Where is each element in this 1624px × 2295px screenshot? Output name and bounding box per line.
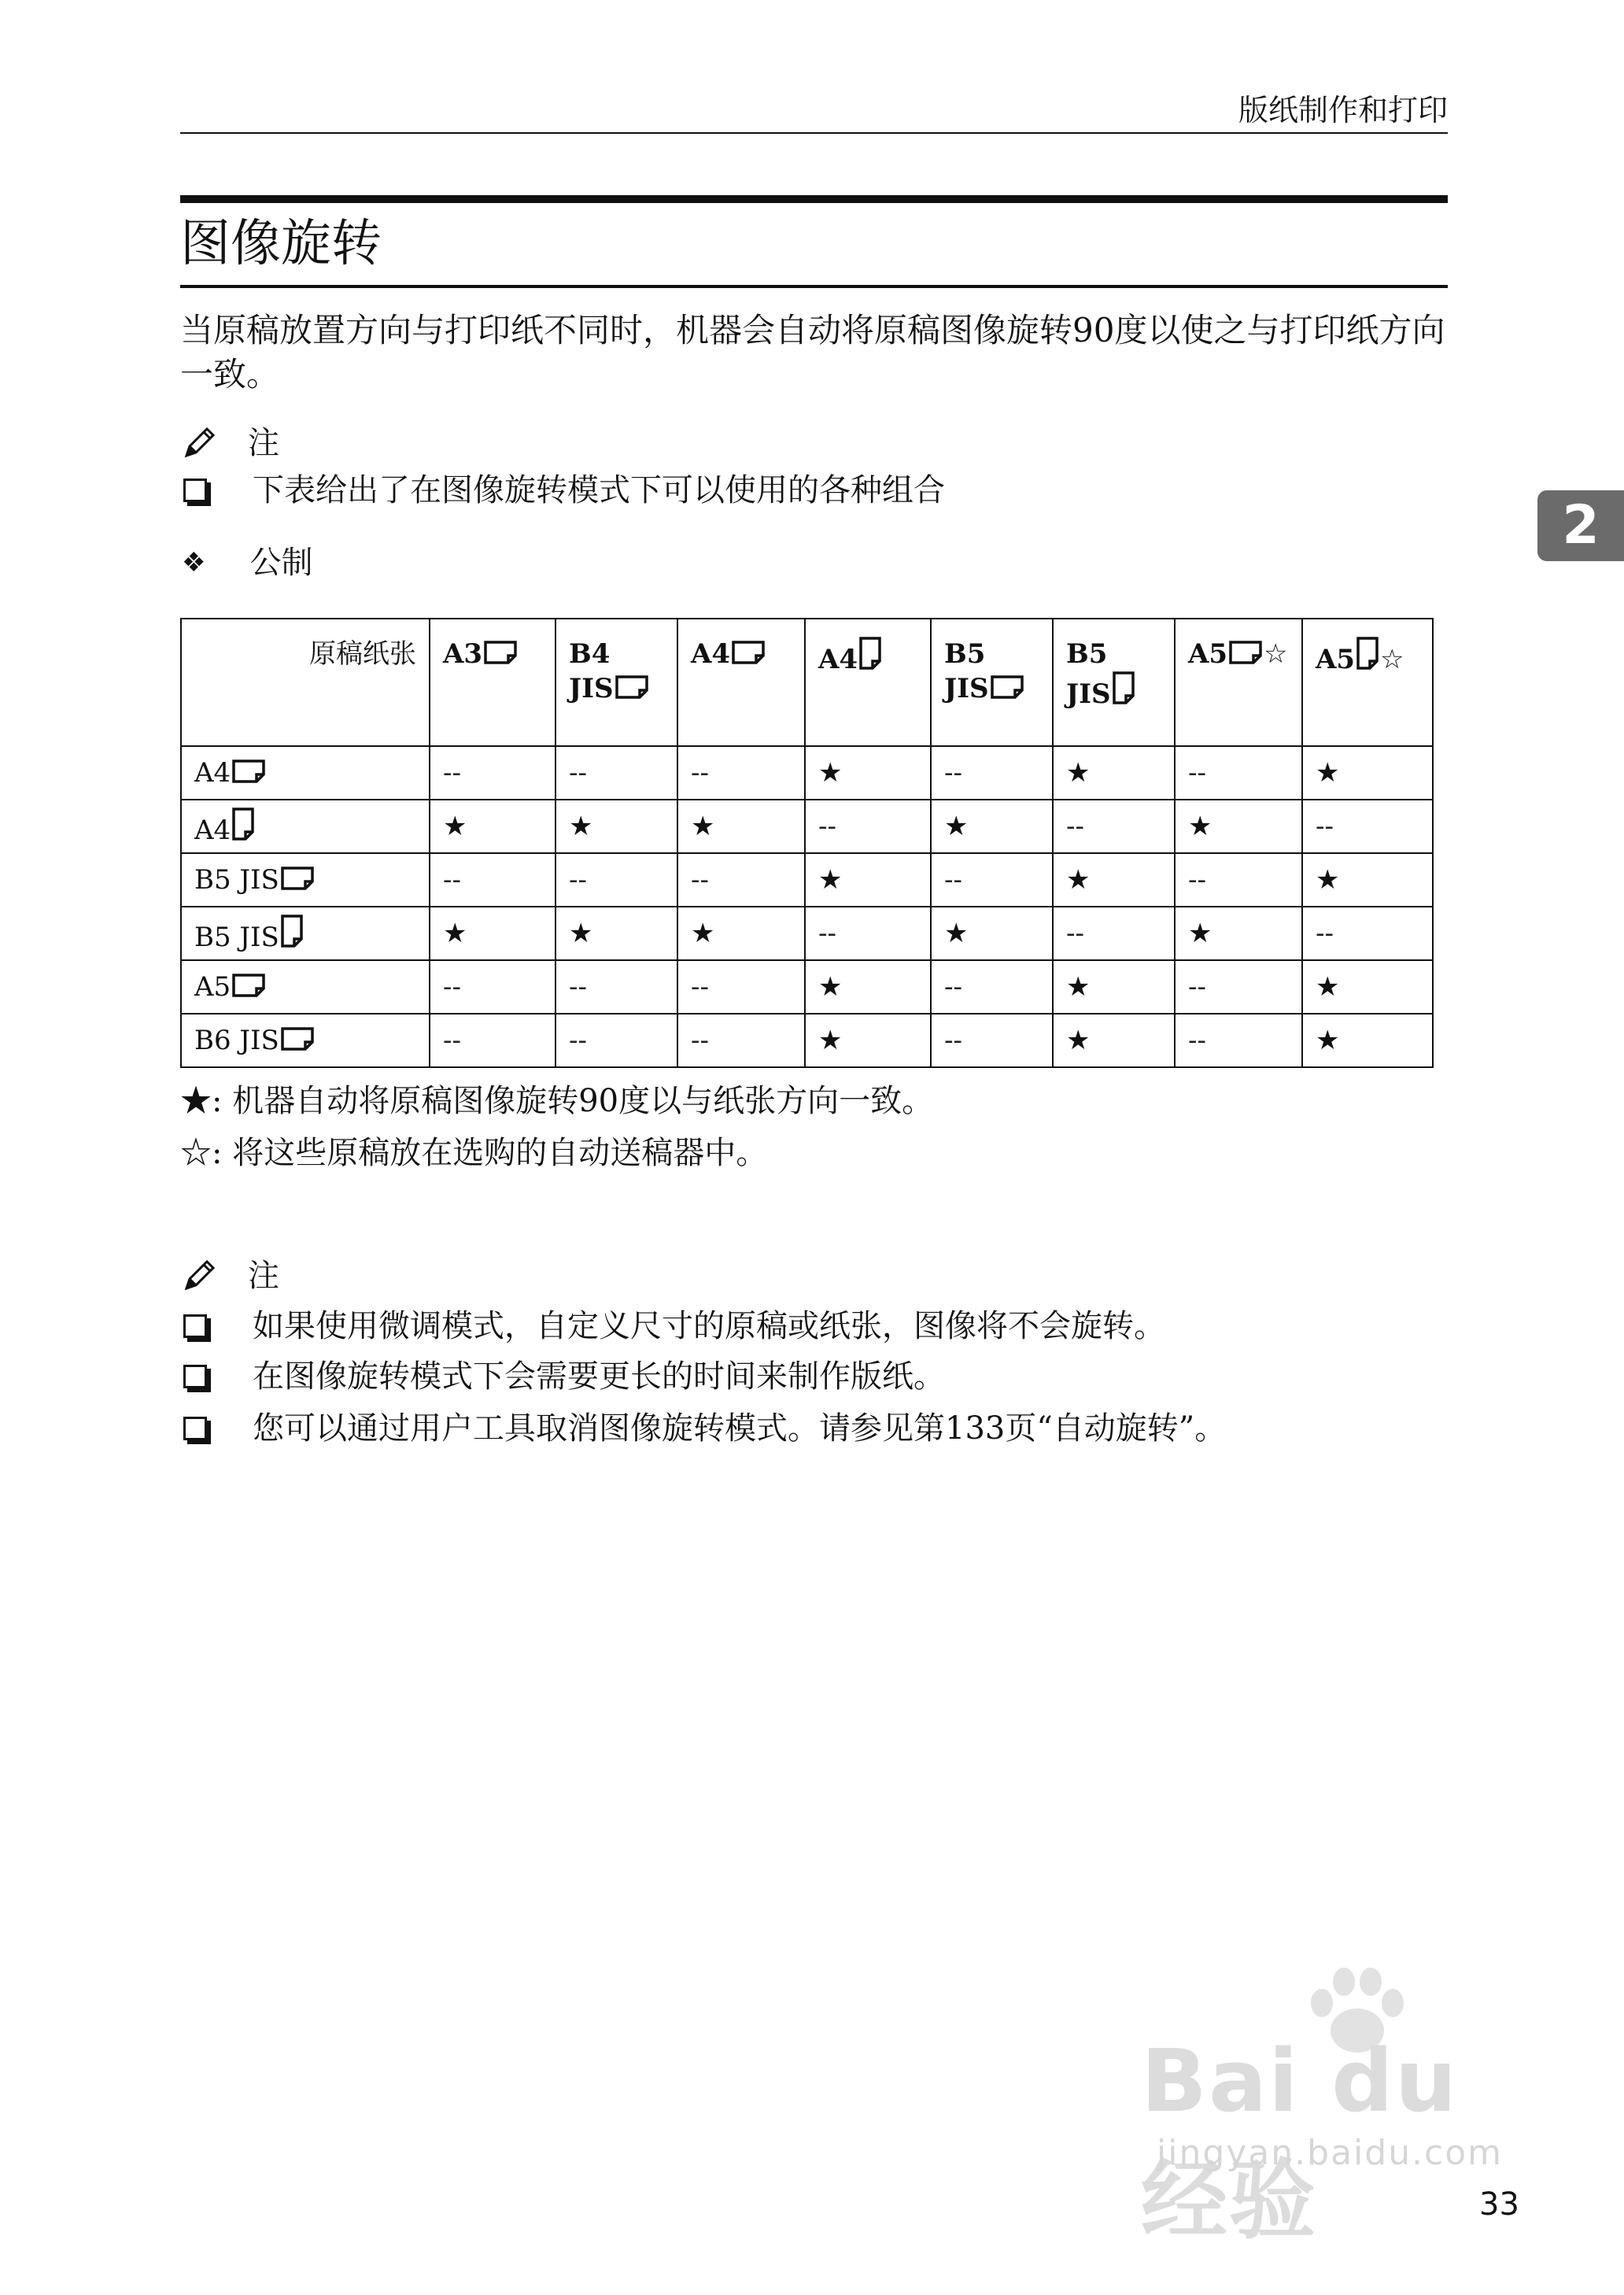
column-header-label: B5 — [1066, 638, 1108, 670]
column-header-label: A4 — [818, 644, 858, 675]
table-cell: -- — [677, 960, 805, 1014]
table-cell: -- — [555, 853, 677, 907]
column-header-label: B4 — [569, 638, 611, 670]
note-heading-2 — [180, 1256, 279, 1295]
diamond-bullet-icon: ❖ — [182, 547, 206, 578]
landscape-paper-icon — [615, 675, 650, 700]
column-header-label: A3 — [443, 638, 483, 670]
note2-item — [180, 1409, 1226, 1448]
column-header-label: B5 — [944, 638, 986, 670]
landscape-paper-icon — [281, 867, 316, 892]
table-cell: ★ — [1302, 746, 1433, 800]
table-cell: ★ — [931, 800, 1053, 853]
row-header-label: B6 JIS — [194, 1025, 279, 1056]
rotation-table — [180, 618, 1434, 1068]
table-cell: ★ — [805, 853, 931, 907]
table-cell: -- — [931, 853, 1053, 907]
note2-item-text: 在图像旋转模式下会需要更长的时间来制作版纸。 — [253, 1358, 945, 1395]
table-cell: -- — [1302, 800, 1433, 853]
table-cell: ★ — [1175, 907, 1302, 960]
column-header — [1302, 619, 1433, 746]
table-cell: ★ — [1302, 1014, 1433, 1067]
landscape-paper-icon — [484, 641, 519, 666]
table-cell: ★ — [430, 907, 555, 960]
note2-item — [180, 1357, 945, 1396]
row-header-label: A4 — [194, 757, 231, 789]
chapter-tab: 2 — [1537, 490, 1624, 561]
corner-header: 原稿纸张 — [181, 619, 430, 746]
title-rule-top — [180, 195, 1448, 203]
column-header-label: A5 — [1316, 644, 1356, 675]
table-row — [181, 960, 1433, 1014]
column-header-label: JIS — [1066, 678, 1111, 710]
table-cell: ★ — [1053, 853, 1175, 907]
note1-item-text: 下表给出了在图像旋转模式下可以使用的各种组合 — [253, 472, 945, 508]
legend-star: ★: 机器自动将原稿图像旋转90度以与纸张方向一致。 — [180, 1083, 934, 1119]
table-cell: -- — [677, 746, 805, 800]
table-row — [181, 800, 1433, 853]
table-cell: -- — [931, 1014, 1053, 1067]
row-header — [181, 800, 430, 853]
table-cell: -- — [555, 1014, 677, 1067]
column-header — [677, 619, 805, 746]
note2-item-text: 如果使用微调模式，自定义尺寸的原稿或纸张，图像将不会旋转。 — [253, 1308, 1165, 1344]
table-cell: -- — [1053, 907, 1175, 960]
table-row — [181, 746, 1433, 800]
table-cell: -- — [1053, 800, 1175, 853]
note2-item-text: 您可以通过用户工具取消图像旋转模式。请参见第133页“自动旋转”。 — [253, 1410, 1227, 1447]
hollow-star-icon: ☆ — [1380, 644, 1404, 675]
table-cell: -- — [805, 907, 931, 960]
column-header — [805, 619, 931, 746]
table-cell: -- — [430, 1014, 555, 1067]
intro-paragraph: 当原稿放置方向与打印纸不同时，机器会自动将原稿图像旋转90度以使之与打印纸方向一致。 — [180, 311, 1445, 394]
row-header — [181, 960, 430, 1014]
hollow-star-icon: ☆ — [1264, 638, 1288, 670]
table-row — [181, 907, 1433, 960]
legend-hollow-star: ☆: 将这些原稿放在选购的自动送稿器中。 — [180, 1135, 768, 1171]
watermark-url: jingyan.baidu.com — [1157, 2133, 1504, 2173]
table-cell: -- — [677, 1014, 805, 1067]
table-cell: ★ — [931, 907, 1053, 960]
table-cell: ★ — [1053, 746, 1175, 800]
subsection-label: 公制 — [249, 545, 313, 581]
table-cell: ★ — [430, 800, 555, 853]
note-heading-1 — [180, 423, 279, 463]
landscape-paper-icon — [1229, 641, 1264, 666]
portrait-paper-icon — [232, 808, 256, 842]
watermark-brand: Bai du 经验 — [1141, 2031, 1459, 2251]
row-header-label: A5 — [194, 971, 231, 1003]
portrait-paper-icon — [1113, 671, 1136, 706]
table-row — [181, 853, 1433, 907]
column-header — [1175, 619, 1302, 746]
table-cell: ★ — [805, 746, 931, 800]
column-header — [555, 619, 677, 746]
table-cell: -- — [555, 960, 677, 1014]
column-header-label: JIS — [569, 673, 614, 704]
column-header — [430, 619, 555, 746]
pencil-icon — [180, 1257, 218, 1295]
section-title: 图像旋转 — [180, 215, 382, 273]
table-cell: -- — [1175, 746, 1302, 800]
table-cell: ★ — [555, 800, 677, 853]
row-header — [181, 853, 430, 907]
pencil-icon — [180, 424, 218, 462]
landscape-paper-icon — [232, 759, 267, 785]
table-cell: -- — [1175, 853, 1302, 907]
checkbox-bullet-icon — [183, 1365, 207, 1388]
subsection-heading — [180, 543, 312, 582]
column-header — [1053, 619, 1175, 746]
table-cell: ★ — [677, 907, 805, 960]
checkbox-bullet-icon — [183, 479, 207, 502]
column-header-label: A4 — [691, 638, 731, 670]
column-header-label: A5 — [1188, 638, 1228, 670]
table-cell: -- — [1175, 960, 1302, 1014]
note1-item — [180, 471, 945, 510]
portrait-paper-icon — [1356, 637, 1380, 671]
table-cell: ★ — [1302, 960, 1433, 1014]
table-cell: -- — [931, 960, 1053, 1014]
note2-item — [180, 1306, 1165, 1346]
header-rule — [180, 132, 1448, 134]
table-header-row — [181, 619, 1433, 746]
checkbox-bullet-icon — [183, 1314, 207, 1338]
row-header-label: B5 JIS — [194, 864, 279, 896]
row-header-label: A4 — [194, 814, 231, 846]
table-cell: ★ — [555, 907, 677, 960]
table-cell: -- — [931, 746, 1053, 800]
note-heading-label: 注 — [248, 1258, 279, 1294]
table-cell: ★ — [805, 960, 931, 1014]
table-cell: -- — [430, 746, 555, 800]
column-header — [931, 619, 1053, 746]
row-header-label: B5 JIS — [194, 921, 279, 953]
note-heading-label: 注 — [248, 425, 279, 461]
landscape-paper-icon — [991, 675, 1025, 700]
table-cell: -- — [430, 853, 555, 907]
running-header: 版纸制作和打印 — [1238, 93, 1448, 128]
landscape-paper-icon — [281, 1027, 316, 1052]
portrait-paper-icon — [281, 915, 304, 949]
column-header-label: JIS — [944, 673, 989, 704]
table-cell: ★ — [805, 1014, 931, 1067]
table-cell: ★ — [1302, 853, 1433, 907]
table-cell: ★ — [1053, 960, 1175, 1014]
table-row — [181, 1014, 1433, 1067]
table-cell: -- — [1302, 907, 1433, 960]
portrait-paper-icon — [859, 637, 883, 671]
page-number: 33 — [1479, 2186, 1519, 2223]
table-cell: -- — [677, 853, 805, 907]
table-cell: ★ — [677, 800, 805, 853]
table-cell: -- — [1175, 1014, 1302, 1067]
landscape-paper-icon — [732, 641, 766, 666]
table-cell: -- — [805, 800, 931, 853]
row-header — [181, 1014, 430, 1067]
table-cell: -- — [555, 746, 677, 800]
table-cell: ★ — [1053, 1014, 1175, 1067]
checkbox-bullet-icon — [183, 1417, 207, 1440]
title-rule-bottom — [180, 285, 1448, 288]
table-cell: ★ — [1175, 800, 1302, 853]
table-cell: -- — [430, 960, 555, 1014]
row-header — [181, 746, 430, 800]
landscape-paper-icon — [232, 974, 267, 999]
row-header — [181, 907, 430, 960]
